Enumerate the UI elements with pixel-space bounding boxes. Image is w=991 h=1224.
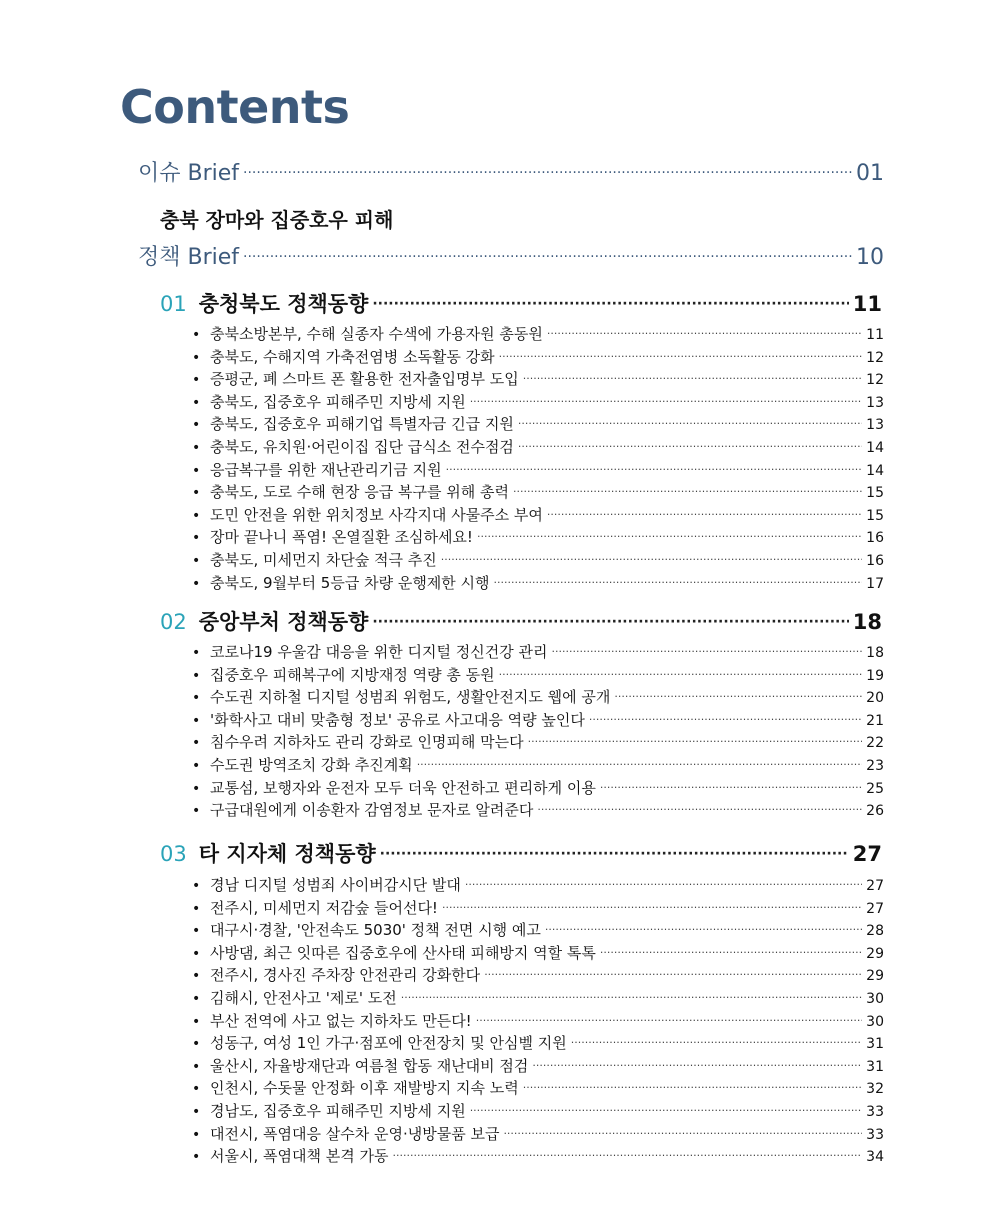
dot-leader [392,1149,862,1162]
bullet-icon: • [192,1149,201,1166]
category-number: 01 [160,292,187,316]
toc-item-page-number: 33 [866,1126,884,1143]
toc-item-label: 응급복구를 위한 재난관리기금 지원 [210,460,442,479]
toc-item[interactable] [192,641,884,662]
bullet-icon: • [192,712,201,729]
toc-item[interactable] [192,799,884,820]
dot-leader [523,372,862,385]
toc-item[interactable] [192,964,884,985]
bullet-icon: • [192,507,201,524]
dot-leader [477,530,862,543]
dot-leader [513,485,862,498]
dot-leader [600,946,862,959]
category-page-number: 11 [852,292,882,316]
section-label: 이슈 Brief [138,161,240,186]
toc-item[interactable] [192,987,884,1008]
toc-item-page-number: 30 [866,991,884,1007]
toc-item[interactable] [192,391,884,412]
toc-item-page-number: 31 [866,1036,884,1053]
dot-leader [532,1059,862,1072]
bullet-icon: • [192,440,201,456]
section-page-number: 01 [856,161,884,186]
toc-item-label: 집중호우 피해복구에 지방재정 역량 총 동원 [210,665,495,684]
toc-item-page-number: 22 [866,735,884,752]
toc-item-page-number: 28 [866,923,884,940]
toc-item-page-number: 19 [866,667,884,684]
dot-leader [523,1081,862,1094]
toc-item-page-number: 21 [866,712,884,729]
page-title: Contents [120,80,350,134]
toc-item-label: 구급대원에게 이송환자 감염정보 문자로 알려준다 [210,801,534,820]
bullet-icon: • [192,372,201,389]
toc-item[interactable] [192,549,884,570]
toc-category-03[interactable] [160,838,882,868]
toc-item[interactable] [192,754,884,775]
dot-leader [571,1036,862,1049]
toc-item[interactable] [192,1055,884,1076]
bullet-icon: • [192,485,201,502]
toc-item[interactable] [192,1032,884,1053]
bullet-icon: • [192,530,201,547]
toc-item[interactable] [192,686,884,707]
toc-item-label: 인천시, 수돗물 안정화 이후 재발방지 지속 노력 [210,1079,519,1098]
toc-item[interactable] [192,413,884,434]
dot-leader [528,735,863,748]
dot-leader [372,296,848,312]
bullet-icon: • [192,1013,201,1030]
toc-item-label: 충북도, 9월부터 5등급 차량 운행제한 시행 [210,573,490,592]
category-number: 02 [160,610,187,634]
bullet-icon: • [192,1058,201,1075]
toc-item-label: 침수우려 지하차도 관리 강화로 인명피해 막는다 [210,733,524,752]
toc-item[interactable] [192,368,884,389]
toc-item-page-number: 33 [866,1104,884,1120]
toc-item-page-number: 32 [866,1081,884,1098]
toc-item[interactable] [192,526,884,547]
dot-leader [372,614,848,630]
dot-leader [589,713,862,726]
section-page-number: 10 [856,245,884,270]
toc-item-page-number: 25 [866,780,884,797]
dot-leader [552,645,863,658]
toc-section-issue[interactable] [138,156,884,187]
bullet-icon: • [192,968,201,985]
toc-item-label: 대전시, 폭염대응 살수차 운영·냉방물품 보급 [210,1124,500,1143]
toc-item-page-number: 16 [866,530,884,547]
dot-leader [441,553,862,566]
toc-item[interactable] [192,1123,884,1144]
bullet-icon: • [192,394,201,411]
category-label: 충청북도 정책동향 [198,292,369,316]
toc-item-page-number: 11 [866,327,884,343]
category-page-number: 27 [852,842,882,866]
toc-item-label: 코로나19 우울감 대응을 위한 디지털 정신건강 관리 [210,643,548,661]
toc-item[interactable] [192,1077,884,1098]
bullet-icon: • [192,1126,201,1143]
toc-item[interactable] [192,731,884,752]
toc-item[interactable] [192,664,884,685]
toc-category-02[interactable] [160,606,882,636]
toc-item-label: 경남 디지털 성범죄 사이버감시단 발대 [210,876,461,894]
bullet-icon: • [192,349,201,366]
bullet-icon: • [192,991,201,1007]
toc-item-label: 부산 전역에 사고 없는 지하차도 만든다! [210,1011,472,1030]
toc-item-page-number: 34 [866,1149,884,1166]
dot-leader [545,923,862,936]
dot-leader [518,417,862,430]
dot-leader [446,463,863,476]
toc-item-page-number: 14 [866,440,884,456]
bullet-icon: • [192,758,201,774]
toc-item[interactable] [192,346,884,367]
dot-leader [417,758,862,771]
toc-category-01[interactable] [160,288,882,318]
toc-item[interactable] [192,481,884,502]
toc-item-page-number: 31 [866,1058,884,1075]
toc-item[interactable] [192,1100,884,1121]
toc-item-page-number: 27 [866,878,884,894]
toc-item-page-number: 13 [866,394,884,411]
section-label: 정책 Brief [138,245,240,270]
toc-item-page-number: 15 [866,485,884,502]
dot-leader [465,878,862,891]
dot-leader [484,968,862,981]
toc-item-page-number: 15 [866,507,884,524]
category-page-number: 18 [852,610,882,634]
toc-item-label: 대구시·경찰, '안전속도 5030' 정책 전면 시행 예고 [210,921,541,940]
toc-section-policy[interactable] [138,240,884,271]
issue-subtitle[interactable]: 충북 장마와 집중호우 피해 [160,208,394,232]
toc-item-label: 충북도, 집중호우 피해기업 특별자금 긴급 지원 [210,415,514,434]
toc-item-label: 수도권 방역조치 강화 추진계획 [210,756,413,774]
toc-item-label: 성동구, 여성 1인 가구·점포에 안전장치 및 안심벨 지원 [210,1034,567,1053]
toc-item[interactable] [192,897,884,918]
toc-item[interactable] [192,572,884,593]
toc-item-label: 도민 안전을 위한 위치정보 사각지대 사물주소 부여 [210,505,543,524]
toc-item-label: 사방댐, 최근 잇따른 집중호우에 산사태 피해방지 역할 톡톡 [210,943,596,962]
toc-item-label: 충북소방본부, 수해 실종자 수색에 가용자원 총동원 [210,325,543,343]
dot-leader [547,508,862,521]
bullet-icon: • [192,945,201,962]
toc-item-page-number: 23 [866,758,884,774]
dot-leader [243,249,852,265]
dot-leader [547,327,862,340]
toc-item-page-number: 29 [866,945,884,962]
toc-item-label: 수도권 지하철 디지털 성범죄 위험도, 생활안전지도 웹에 공개 [210,688,611,707]
toc-item[interactable] [192,504,884,525]
toc-item[interactable] [192,1010,884,1031]
toc-item[interactable] [192,919,884,940]
dot-leader [470,395,862,408]
dot-leader [494,576,863,589]
toc-item-page-number: 14 [866,462,884,479]
category-label: 타 지자체 정책동향 [198,842,376,866]
toc-item-label: 충북도, 수해지역 가축전염병 소독활동 강화 [210,347,495,366]
bullet-icon: • [192,553,201,569]
toc-item[interactable] [192,459,884,480]
dot-leader [442,901,862,914]
toc-item[interactable] [192,709,884,730]
toc-item[interactable] [192,1145,884,1166]
bullet-icon: • [192,1081,201,1098]
dot-leader [600,781,862,794]
toc-item-label: 경남도, 집중호우 피해주민 지방세 지원 [210,1102,466,1120]
toc-item-page-number: 16 [866,553,884,569]
toc-item-label: 충북도, 미세먼지 차단숲 적극 추진 [210,551,437,569]
bullet-icon: • [192,1036,201,1053]
bullet-icon: • [192,1104,201,1120]
bullet-icon: • [192,462,201,479]
toc-item-page-number: 12 [866,349,884,366]
bullet-icon: • [192,575,201,592]
bullet-icon: • [192,690,201,707]
toc-item-label: 교통섬, 보행자와 운전자 모두 더욱 안전하고 편리하게 이용 [210,778,596,797]
dot-leader [537,803,862,816]
toc-item-label: 장마 끝나니 폭염! 온열질환 조심하세요! [210,528,473,547]
toc-item-page-number: 27 [866,900,884,917]
toc-item-label: 충북도, 도로 수해 현장 응급 복구를 위해 총력 [210,483,509,502]
toc-item[interactable] [192,777,884,798]
bullet-icon: • [192,923,201,940]
bullet-icon: • [192,417,201,434]
dot-leader [499,350,863,363]
toc-item-page-number: 30 [866,1013,884,1030]
toc-item-page-number: 26 [866,803,884,820]
toc-item[interactable] [192,942,884,963]
dot-leader [401,991,862,1004]
dot-leader [614,690,862,703]
bullet-icon: • [192,327,201,343]
toc-item-page-number: 17 [866,575,884,592]
dot-leader [499,668,863,681]
toc-item[interactable] [192,323,884,344]
toc-item-label: 울산시, 자율방재단과 여름철 합동 재난대비 점검 [210,1056,529,1075]
toc-item-label: 전주시, 경사진 주차장 안전관리 강화한다 [210,966,481,985]
category-label: 중앙부처 정책동향 [198,610,369,634]
toc-item-page-number: 18 [866,645,884,661]
bullet-icon: • [192,667,201,684]
bullet-icon: • [192,803,201,820]
bullet-icon: • [192,735,201,752]
toc-item[interactable] [192,874,884,895]
toc-item-label: 전주시, 미세먼지 저감숲 들어선다! [210,898,438,917]
toc-item-label: '화학사고 대비 맞춤형 정보' 공유로 사고대응 역량 높인다 [210,710,585,729]
dot-leader [518,440,862,453]
toc-item-page-number: 12 [866,372,884,389]
toc-item-page-number: 20 [866,690,884,707]
dot-leader [243,165,852,181]
dot-leader [380,846,849,862]
toc-item-label: 충북도, 집중호우 피해주민 지방세 지원 [210,392,466,411]
bullet-icon: • [192,900,201,917]
toc-item-label: 김해시, 안전사고 '제로' 도전 [210,989,397,1007]
bullet-icon: • [192,878,201,894]
toc-item-label: 증평군, 폐 스마트 폰 활용한 전자출입명부 도입 [210,370,519,389]
dot-leader [476,1014,862,1027]
dot-leader [470,1104,862,1117]
toc-item-page-number: 29 [866,968,884,985]
bullet-icon: • [192,780,201,797]
dot-leader [503,1127,862,1140]
bullet-icon: • [192,645,201,661]
toc-item-label: 충북도, 유치원·어린이집 집단 급식소 전수점검 [210,438,514,456]
category-number: 03 [160,842,187,866]
toc-item-page-number: 13 [866,417,884,434]
toc-item-label: 서울시, 폭염대책 본격 가동 [210,1147,389,1166]
toc-item[interactable] [192,436,884,457]
